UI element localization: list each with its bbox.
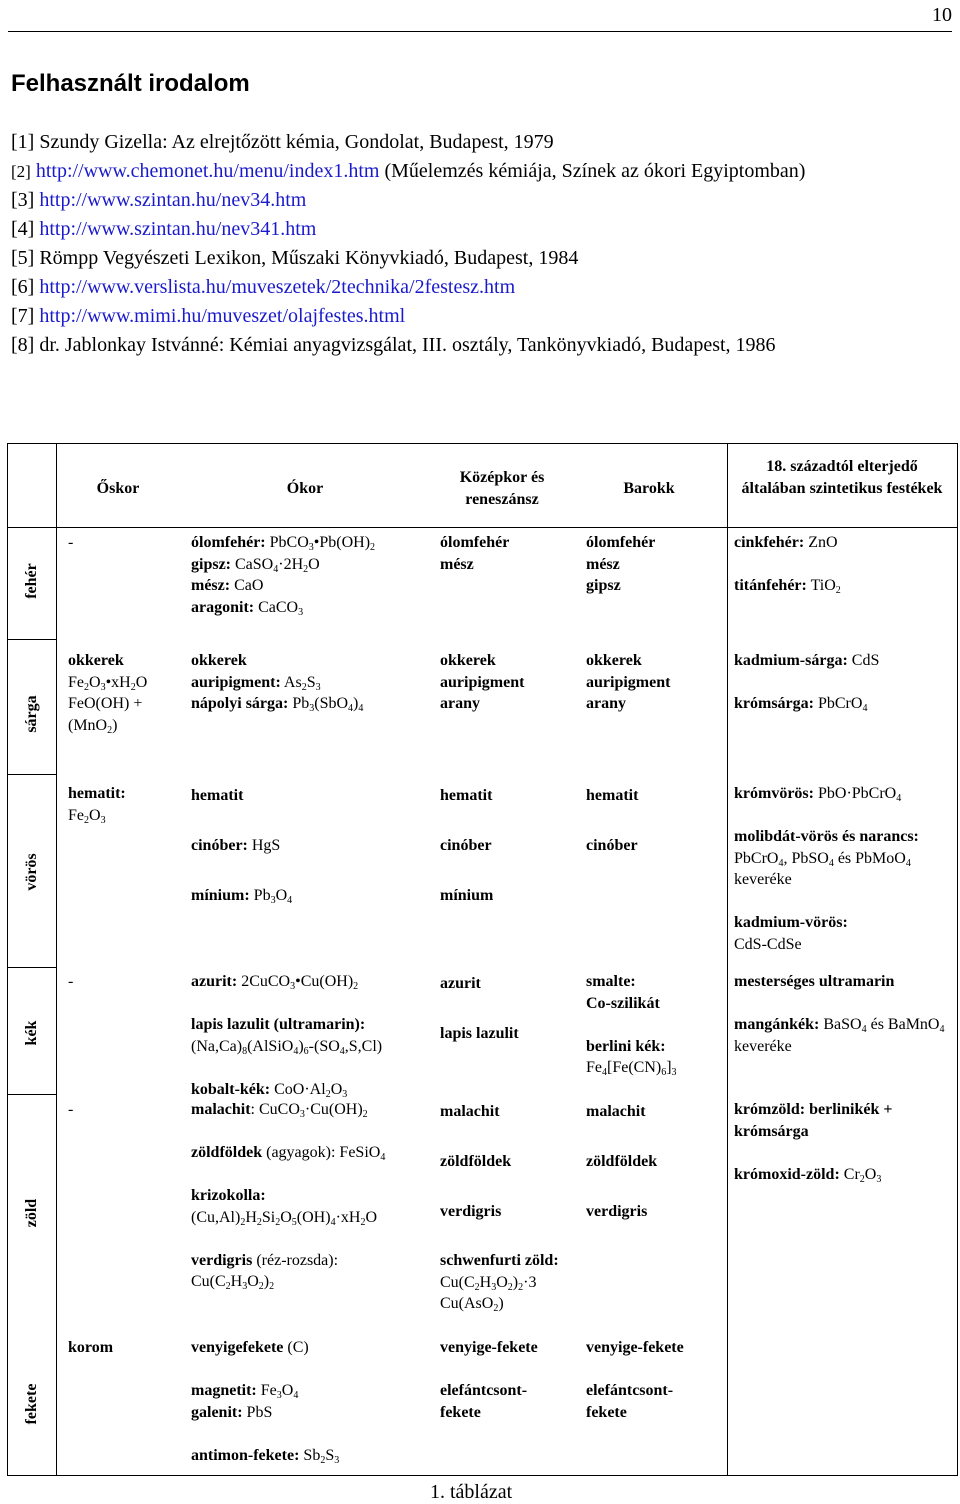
cell-zold-barokk: malachit zöldföldek verdigris bbox=[586, 1103, 658, 1220]
cell-sarga-kozepkor: okkerek auripigment arany bbox=[440, 652, 525, 712]
reference-item: [8] dr. Jablonkay Istvánné: Kémiai anyagvizsgálat, III. osztály, Tankönyvkiadó, Budapest, 1986 bbox=[11, 334, 776, 356]
cell-kek-okor: azurit: $2CuCO_3•Cu(OH)_2$ lapis lazulit (ultramarin): $(Na,Ca)_8(AlSiO_4)_6-(SO_4,S,Cl)$ kobalt-kék: $CoO\cdot Al_2O_3$ bbox=[191, 973, 383, 1100]
cell-kek-modern: mesterséges ultramarin mangánkék: BaSO$_4$ és BaMnO$_4$ keveréke bbox=[734, 973, 945, 1055]
cell-sarga-barokk: okkerek auripigment arany bbox=[586, 652, 671, 712]
cell-zold-modern: krómzöld: berlinikék + krómsárga krómoxid-zöld: $Cr_2O_3$ bbox=[734, 1101, 893, 1185]
row-label-zold: zöld bbox=[23, 1198, 40, 1228]
col-header-okor: Ókor bbox=[286, 480, 324, 497]
cell-fekete-kozepkor: venyige-fekete elefántcsont- fekete bbox=[440, 1339, 538, 1421]
row-label-sarga: sárga bbox=[23, 695, 40, 733]
reference-list bbox=[11, 128, 951, 360]
page-number: 10 bbox=[932, 4, 952, 26]
cell-sarga-oskor: okkerek $Fe_2O_3•xH_2O$ FeO(OH) + (MnO$_2$) bbox=[68, 652, 148, 736]
col-header-kozepkor: Középkor és reneszánsz bbox=[459, 469, 545, 508]
pigment-table bbox=[7, 443, 958, 1476]
cell-kek-barokk: smalte: Co-szilikát berlini kék: $Fe_4[Fe(CN)_6]_3$ bbox=[586, 973, 677, 1078]
cell-zold-kozepkor-extra: schwenfurti zöld: $Cu(C_2H_3O_2)_2\cdot 3$ Cu(AsO$_2$) bbox=[440, 1252, 559, 1314]
cell-feher-barokk: ólomfehér mész gipsz bbox=[586, 534, 656, 594]
cell-sarga-okor: okkerek auripigment: $As_2S_3$ nápolyi sárga: $Pb_3(SbO_4)_4$ bbox=[191, 652, 364, 714]
row-label-feher: fehér bbox=[23, 563, 40, 599]
cell-kek-kozepkor: azurit lapis lazulit bbox=[440, 975, 519, 1042]
row-label-kek: kék bbox=[23, 1020, 40, 1046]
cell-voros-barokk: hematit cinóber bbox=[586, 787, 639, 854]
cell-fekete-okor: venyigefekete (C) magnetit: $Fe_3O_4$ galenit: PbS antimon-fekete: $Sb_2S_3$ bbox=[191, 1339, 340, 1466]
cell-feher-okor: ólomfehér: $PbCO_3•Pb(OH)_2$ gipsz: $CaSO_4\cdot 2H_2O$ mész: CaO aragonit: CaCO$_3$ bbox=[191, 534, 376, 618]
col-header-barokk: Barokk bbox=[623, 480, 675, 497]
reference-item: [7] http://www.mimi.hu/muveszet/olajfestes.html bbox=[11, 305, 406, 327]
cell-fekete-oskor: korom bbox=[68, 1339, 114, 1356]
reference-item: [2] http://www.chemonet.hu/menu/index1.htm (Műelemzés kémiája, Színek az ókori Egyiptomban) bbox=[11, 160, 806, 182]
header-rule bbox=[8, 31, 952, 32]
reference-link[interactable]: http://www.verslista.hu/muveszetek/2technika/2festesz.htm bbox=[39, 276, 516, 298]
cell-zold-okor: malachit: $CuCO_3\cdot Cu(OH)_2$ zöldföldek (agyagok): FeSiO$_4$ krizokolla: $(Cu,Al)_2H_2Si_2O_5(OH)_4\cdot xH_2O$ verdigris (réz-rozsda): $Cu(C_2H_3O_2)_2$ bbox=[191, 1101, 386, 1292]
table-caption: 1. táblázat bbox=[430, 1481, 513, 1503]
cell-feher-kozepkor: ólomfehér mész bbox=[440, 534, 510, 573]
cell-zold-oskor: - bbox=[68, 1101, 74, 1118]
row-label-fekete: fekete bbox=[23, 1383, 40, 1425]
reference-item: [3] http://www.szintan.hu/nev34.htm bbox=[11, 189, 307, 211]
page-title: Felhasznált irodalom bbox=[11, 70, 250, 97]
col-header-18-szazad: 18. századtól elterjedő általában szintetikus festékek bbox=[741, 458, 943, 497]
cell-voros-kozepkor: hematit cinóber mínium bbox=[440, 787, 494, 904]
reference-item: [1] Szundy Gizella: Az elrejtőzött kémia, Gondolat, Budapest, 1979 bbox=[11, 131, 554, 153]
cell-feher-modern: cinkfehér: ZnO titánfehér: TiO$_2$ bbox=[734, 534, 841, 596]
col-header-oskor: Őskor bbox=[96, 480, 140, 497]
reference-item: [4] http://www.szintan.hu/nev341.htm bbox=[11, 218, 317, 240]
reference-link[interactable]: http://www.chemonet.hu/menu/index1.htm bbox=[35, 160, 380, 182]
cell-voros-okor: hematit cinóber: HgS mínium: $Pb_3O_4$ bbox=[191, 787, 293, 906]
cell-feher-oskor: - bbox=[68, 534, 74, 551]
reference-item: [6] http://www.verslista.hu/muveszetek/2technika/2festesz.htm bbox=[11, 276, 516, 298]
reference-item: [5] Römpp Vegyészeti Lexikon, Műszaki Könyvkiadó, Budapest, 1984 bbox=[11, 247, 579, 269]
reference-link[interactable]: http://www.mimi.hu/muveszet/olajfestes.html bbox=[39, 305, 406, 327]
reference-link[interactable]: http://www.szintan.hu/nev34.htm bbox=[39, 189, 307, 211]
cell-sarga-modern: kadmium-sárga: CdS krómsárga: PbCrO$_4$ bbox=[734, 652, 880, 714]
cell-voros-modern: krómvörös: PbO·PbCrO$_4$ molibdát-vörös és narancs: PbCrO$_4$, PbSO$_4$ és PbMoO$_4$ keveréke kadmium-vörös: CdS-CdSe bbox=[734, 785, 919, 953]
cell-kek-oskor: - bbox=[68, 973, 74, 990]
cell-zold-kozepkor: malachit zöldföldek verdigris bbox=[440, 1103, 512, 1220]
reference-link[interactable]: http://www.szintan.hu/nev341.htm bbox=[39, 218, 317, 240]
cell-fekete-barokk: venyige-fekete elefántcsont- fekete bbox=[586, 1339, 684, 1421]
row-label-voros: vörös bbox=[23, 853, 40, 891]
cell-voros-oskor: hematit: $Fe_2O_3$ bbox=[68, 785, 126, 826]
